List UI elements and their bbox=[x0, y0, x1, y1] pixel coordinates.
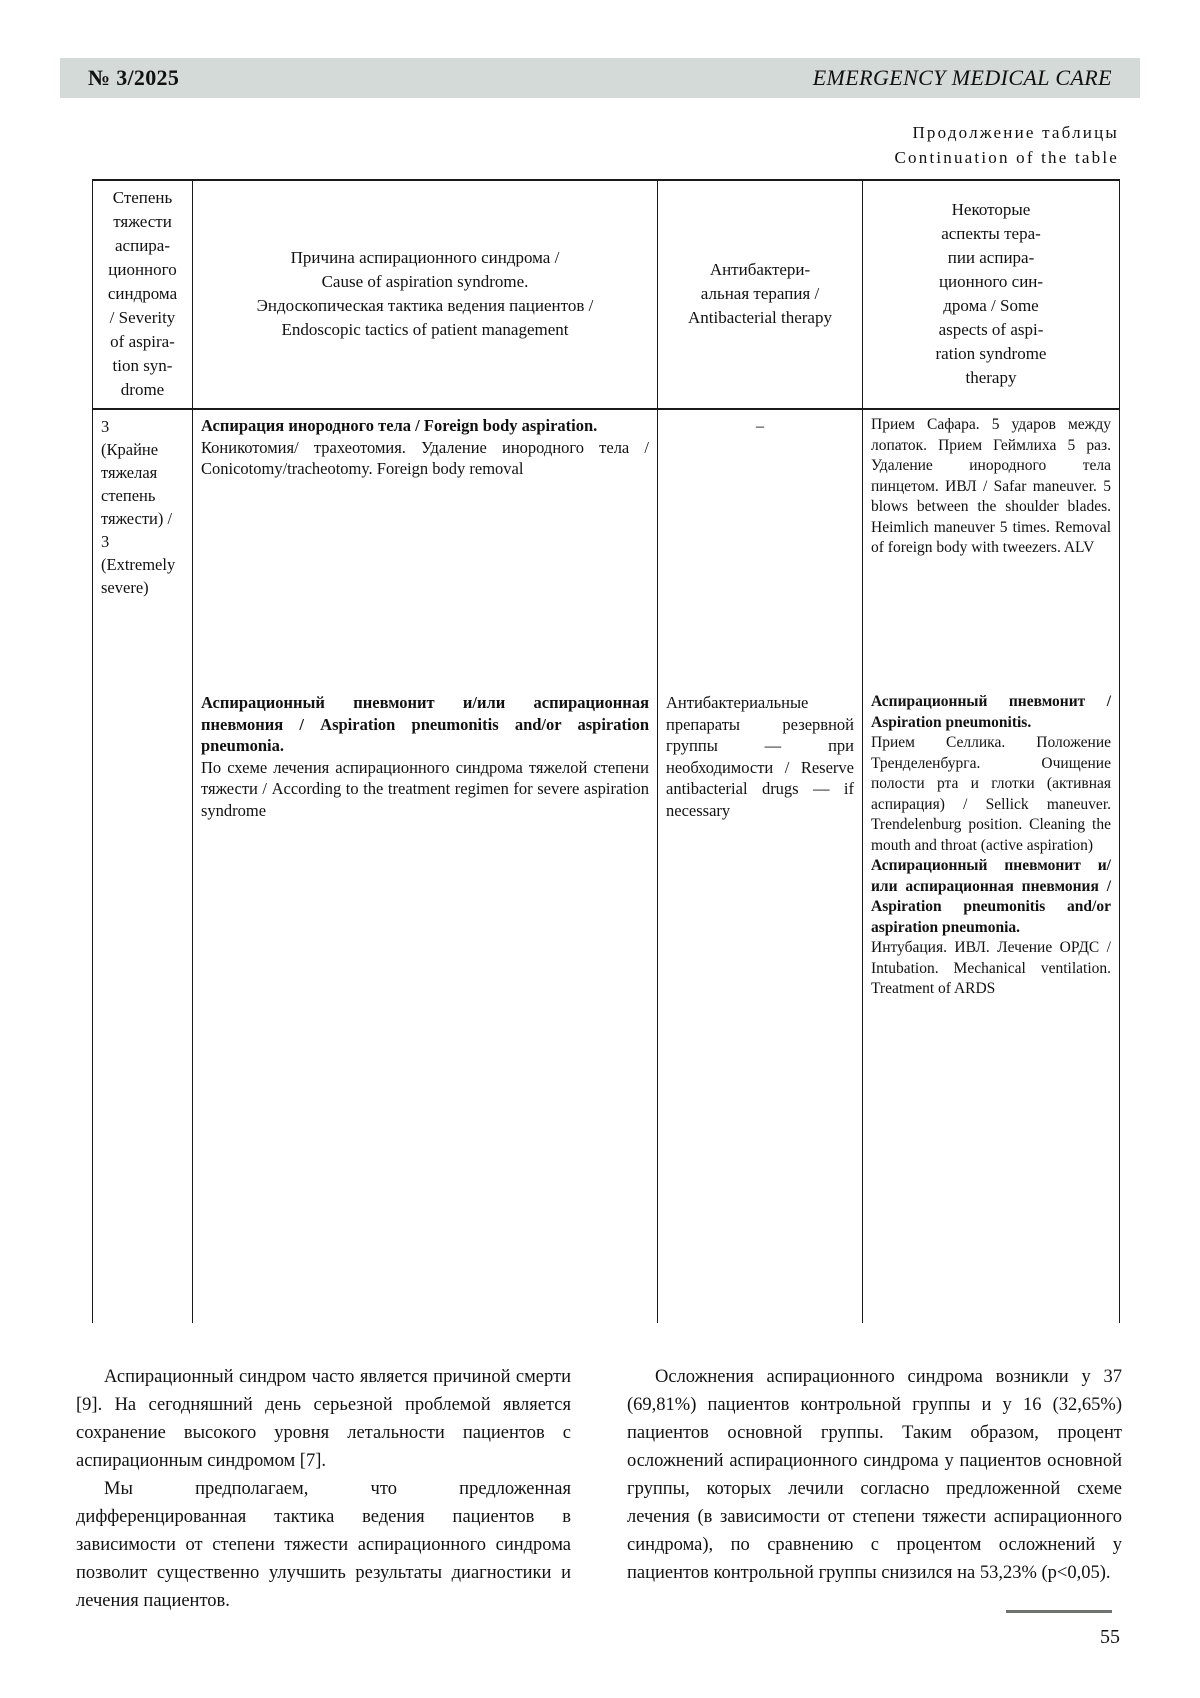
cause-tactics: По схеме лечения аспирационного синдрома тяжелой степени тяжести / According to the treatment regimen for severe aspiration syndrome bbox=[201, 757, 649, 820]
journal-header-bar bbox=[60, 58, 1140, 98]
cause-tactics: Коникотомия/ трахеотомия. Удаление инородного тела / Conicotomy/tracheotomy. Foreign body removal bbox=[201, 437, 649, 478]
col-header-cause: Причина аспирационного синдрома / Cause of aspiration syndrome. Эндоскопическая тактика ведения пациентов / Endoscopic tactics of patient management bbox=[193, 180, 658, 409]
paragraph: Осложнения аспирационного синдрома возникли у 37 (69,81%) пациентов контрольной группы и у 16 (32,65%) пациентов основной группы. Таким образом, процент осложнений аспирационного синдрома у пациентов основной группы, которых лечили согласно предложенной схеме лечения (в зависимости от степени тяжести аспирационного синдрома), по сравнению с процентом осложнений у пациентов контрольной группы снизился на 53,23% (p<0,05). bbox=[627, 1367, 1122, 1583]
cell-therapy-foreign-body bbox=[863, 409, 1120, 687]
issue-number: № 3/2025 bbox=[88, 65, 180, 90]
table-continuation-caption bbox=[0, 120, 1119, 170]
paragraph: Мы предполагаем, что предложенная дифференцированная тактика ведения пациентов в зависимости от степени тяжести аспирационного синдрома позволит существенно улучшить результаты диагностики и лечения пациентов. bbox=[76, 1479, 571, 1611]
body-text-columns bbox=[76, 1363, 1122, 1615]
paragraph: Аспирационный синдром часто является причиной смерти [9]. На сегодняшний день серьезной проблемой является сохранение высокого уровня летальности пациентов с аспирационным синдромом [7]. bbox=[76, 1367, 571, 1471]
cell-therapy-pneumonitis bbox=[863, 687, 1120, 1323]
page-number: 55 bbox=[1100, 1626, 1120, 1648]
col-header-severity: Степень тяжести аспира- ционного синдрома / Severity of aspira- tion syn- drome bbox=[93, 180, 193, 409]
table-row bbox=[93, 687, 1120, 1323]
text-column-left bbox=[76, 1363, 571, 1615]
text-column-right bbox=[627, 1363, 1122, 1615]
cell-antibacterial-dash: – bbox=[658, 409, 863, 687]
table-header-row bbox=[93, 180, 1120, 409]
cause-title: Аспирационный пневмонит и/или аспирационная пневмония / Aspiration pneumonitis and/or aspiration pneumonia. bbox=[201, 693, 649, 755]
col-header-antibacterial: Антибактери- альная терапия / Antibacterial therapy bbox=[658, 180, 863, 409]
table-row bbox=[93, 409, 1120, 687]
therapy-subtitle: Аспирационный пневмонит и/или аспирационная пневмония / Aspiration pneumonitis and/or aspiration pneumonia. bbox=[871, 857, 1111, 936]
cell-severity-grade: 3 (Крайне тяжелая степень тяжести) / 3 (Extremely severe) bbox=[93, 409, 193, 1323]
therapy-text: Прием Селлика. Положение Тренделенбурга. Очищение полости рта и глотки (активная аспирация) / Sellick maneuver. Trendelenburg position. Cleaning the mouth and throat (active aspiration) bbox=[871, 734, 1111, 854]
cause-title: Аспирация инородного тела / Foreign body aspiration. bbox=[201, 416, 598, 435]
journal-title: EMERGENCY MEDICAL CARE bbox=[812, 65, 1112, 90]
cell-cause-pneumonitis bbox=[193, 687, 658, 1323]
therapy-text: Интубация. ИВЛ. Лечение ОРДС / Intubation. Mechanical ventilation. Treatment of ARDS bbox=[871, 939, 1111, 997]
cell-cause-foreign-body bbox=[193, 409, 658, 687]
cell-antibacterial-reserve: Антибактериальные препараты резервной группы — при необходимости / Reserve antibacterial drugs — if necessary bbox=[658, 687, 863, 1323]
therapy-text: Прием Сафара. 5 ударов между лопаток. Прием Геймлиха 5 раз. Удаление инородного тела пинцетом. ИВЛ / Safar maneuver. 5 blows between the shoulder blades. Heimlich maneuver 5 times. Removal of foreign body with tweezers. ALV bbox=[871, 416, 1111, 556]
footer-rule bbox=[1006, 1610, 1112, 1613]
col-header-therapy-aspects: Некоторые аспекты тера- пии аспира- ционного син- дрома / Some aspects of aspi- ration syndrome therapy bbox=[863, 180, 1120, 409]
therapy-subtitle: Аспирационный пневмонит / Aspiration pneumonitis. bbox=[871, 693, 1111, 731]
aspiration-syndrome-table bbox=[92, 179, 1120, 1323]
caption-en: Continuation of the table bbox=[894, 148, 1119, 167]
caption-ru: Продолжение таблицы bbox=[912, 123, 1119, 142]
